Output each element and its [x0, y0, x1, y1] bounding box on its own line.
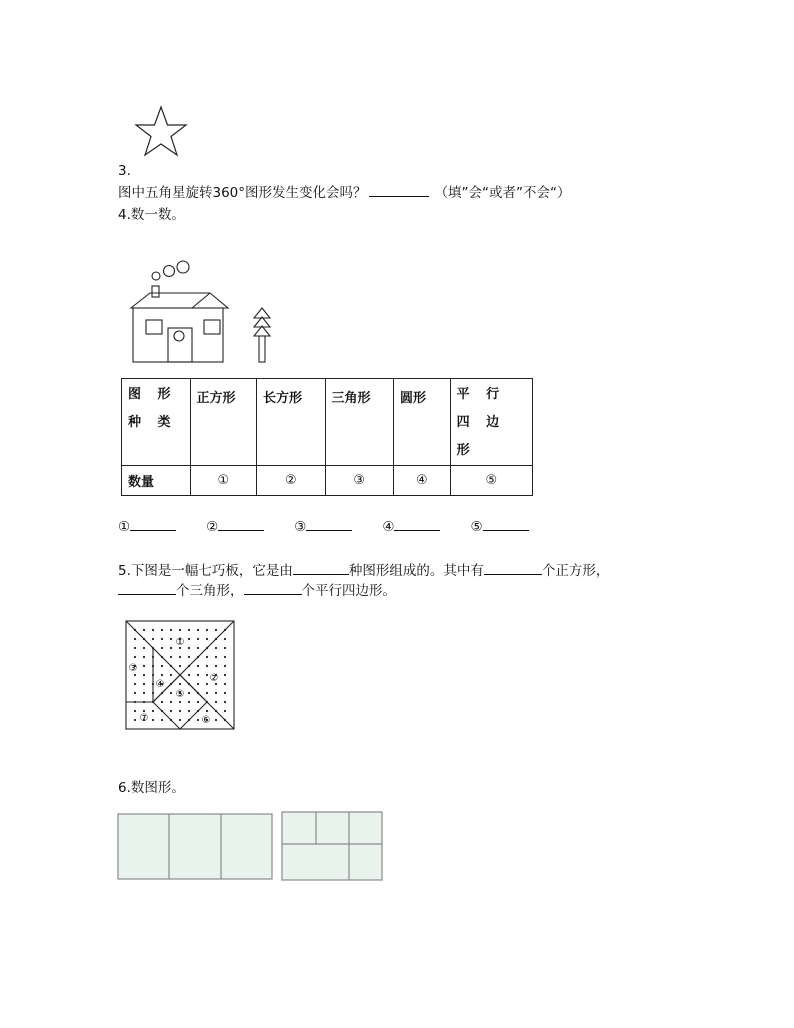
answer-blank[interactable]	[244, 582, 302, 595]
question-6-title: 6.数图形。	[118, 780, 185, 796]
tangram-piece-label: ⑦	[139, 713, 149, 724]
grid-dot	[224, 656, 226, 658]
grid-dot	[215, 701, 217, 703]
grid-dot	[134, 692, 136, 694]
rectangle-count-figure-a	[117, 811, 275, 881]
grid-dot	[197, 674, 199, 676]
question-5-text: 种图形组成的。其中有	[348, 563, 484, 579]
answer-blank[interactable]	[483, 518, 529, 531]
tangram-piece-label: ⑤	[175, 689, 185, 700]
grid-dot	[170, 710, 172, 712]
answer-item	[470, 518, 528, 535]
grid-dot	[224, 647, 226, 649]
answer-blank[interactable]	[293, 562, 349, 575]
question-5-text: 个正方形，	[541, 563, 610, 579]
grid-dot	[152, 710, 154, 712]
table-header-cell: 平 行 四 边 形	[450, 379, 532, 466]
question-5-text: 5.下图是一幅七巧板，它是由	[118, 563, 293, 579]
grid-dot	[143, 656, 145, 658]
grid-dot	[197, 629, 199, 631]
grid-dot	[161, 647, 163, 649]
rectangle-count-figure-b	[281, 810, 385, 882]
grid-dot	[179, 719, 181, 721]
grid-dot	[215, 629, 217, 631]
answer-blank[interactable]	[306, 518, 352, 531]
grid-dot	[170, 692, 172, 694]
grid-dot	[188, 647, 190, 649]
tangram-piece-label: ②	[209, 673, 219, 684]
grid-dot	[206, 710, 208, 712]
grid-dot	[206, 656, 208, 658]
grid-dot	[170, 647, 172, 649]
grid-dot	[206, 638, 208, 640]
grid-dot	[215, 719, 217, 721]
table-row	[122, 466, 533, 496]
answer-item	[206, 518, 264, 535]
question-3-text: 图中五角星旋转360°图形发生变化会吗？	[118, 185, 367, 201]
grid-dot	[152, 719, 154, 721]
table-header-cell: 图 形 种 类	[122, 379, 191, 466]
grid-dot	[224, 683, 226, 685]
grid-dot	[143, 674, 145, 676]
answer-blank[interactable]	[218, 518, 264, 531]
grid-dot	[170, 674, 172, 676]
answer-marker: ②	[206, 519, 219, 535]
grid-dot	[224, 692, 226, 694]
grid-dot	[197, 719, 199, 721]
tangram-piece-label: ⑥	[201, 715, 211, 726]
grid-dot	[197, 647, 199, 649]
grid-dot	[206, 674, 208, 676]
grid-dot	[179, 629, 181, 631]
five-point-star-figure	[132, 104, 190, 160]
table-row-label: 数量	[122, 466, 191, 496]
question-5-line-1	[118, 559, 609, 579]
grid-dot	[206, 629, 208, 631]
grid-dot	[206, 692, 208, 694]
tangram-piece-label: ①	[175, 637, 185, 648]
grid-dot	[161, 674, 163, 676]
answer-marker: ⑤	[470, 519, 483, 535]
grid-dot	[224, 665, 226, 667]
answer-blank[interactable]	[369, 184, 429, 197]
grid-dot	[197, 665, 199, 667]
answer-blanks-row	[118, 518, 529, 535]
answer-blank[interactable]	[118, 582, 176, 595]
question-5-text: 个三角形，	[176, 583, 244, 599]
table-header-cell: 正方形	[190, 379, 257, 466]
tangram-figure	[122, 617, 238, 733]
answer-blank[interactable]	[130, 518, 176, 531]
grid-dot	[188, 629, 190, 631]
grid-dot	[134, 638, 136, 640]
grid-dot	[179, 665, 181, 667]
grid-dot	[134, 674, 136, 676]
grid-dot	[215, 656, 217, 658]
table-cell[interactable]: ③	[325, 466, 393, 496]
grid-dot	[134, 656, 136, 658]
grid-dot	[197, 701, 199, 703]
grid-dot	[134, 683, 136, 685]
grid-dot	[224, 638, 226, 640]
grid-dot	[161, 701, 163, 703]
table-cell[interactable]: ①	[190, 466, 257, 496]
grid-dot	[170, 701, 172, 703]
grid-dot	[206, 683, 208, 685]
grid-dot	[188, 710, 190, 712]
grid-dot	[134, 647, 136, 649]
grid-dot	[143, 629, 145, 631]
table-header-cell: 三角形	[325, 379, 393, 466]
grid-dot	[188, 701, 190, 703]
answer-marker: ③	[294, 519, 307, 535]
grid-dot	[134, 710, 136, 712]
answer-marker: ④	[382, 519, 395, 535]
grid-dot	[143, 710, 145, 712]
answer-item	[382, 518, 440, 535]
grid-dot	[152, 629, 154, 631]
grid-dot	[224, 701, 226, 703]
house-and-tree-figure	[128, 260, 278, 366]
table-cell[interactable]: ②	[257, 466, 325, 496]
grid-dot	[179, 656, 181, 658]
grid-dot	[134, 719, 136, 721]
grid-dot	[224, 710, 226, 712]
answer-marker: ①	[118, 519, 131, 535]
grid-dot	[224, 674, 226, 676]
grid-dot	[170, 656, 172, 658]
grid-dot	[215, 692, 217, 694]
grid-dot	[188, 692, 190, 694]
grid-dot	[179, 701, 181, 703]
grid-dot	[188, 674, 190, 676]
grid-dot	[206, 665, 208, 667]
grid-dot	[161, 629, 163, 631]
shape-count-table	[121, 378, 533, 496]
table-cell[interactable]: ④	[393, 466, 450, 496]
grid-dot	[161, 719, 163, 721]
tangram-piece-label: ④	[155, 679, 165, 690]
grid-dot	[143, 665, 145, 667]
grid-dot	[197, 638, 199, 640]
table-cell[interactable]: ⑤	[450, 466, 532, 496]
grid-dot	[188, 656, 190, 658]
table-header-cell: 长方形	[257, 379, 325, 466]
grid-dot	[161, 665, 163, 667]
answer-item	[294, 518, 352, 535]
question-3-line	[118, 181, 571, 201]
grid-dot	[161, 638, 163, 640]
grid-dot	[143, 647, 145, 649]
question-3-hint: （填”会“或者”不会“）	[434, 185, 571, 201]
grid-dot	[152, 638, 154, 640]
table-header-row	[122, 379, 533, 466]
grid-dot	[188, 638, 190, 640]
grid-dot	[143, 683, 145, 685]
grid-dot	[215, 647, 217, 649]
question-5-text: 个平行四边形。	[301, 583, 396, 599]
grid-dot	[179, 710, 181, 712]
answer-blank[interactable]	[394, 518, 440, 531]
answer-blank[interactable]	[484, 562, 542, 575]
grid-dot	[170, 638, 172, 640]
question-5-line-2	[118, 579, 396, 599]
answer-item	[118, 518, 176, 535]
table-header-cell: 圆形	[393, 379, 450, 466]
question-4-title: 4.数一数。	[118, 207, 185, 223]
grid-dot	[179, 683, 181, 685]
question-3-number: 3.	[118, 163, 131, 179]
grid-dot	[170, 629, 172, 631]
tangram-piece-label: ③	[128, 663, 138, 674]
grid-dot	[143, 692, 145, 694]
grid-dot	[215, 665, 217, 667]
grid-dot	[197, 683, 199, 685]
